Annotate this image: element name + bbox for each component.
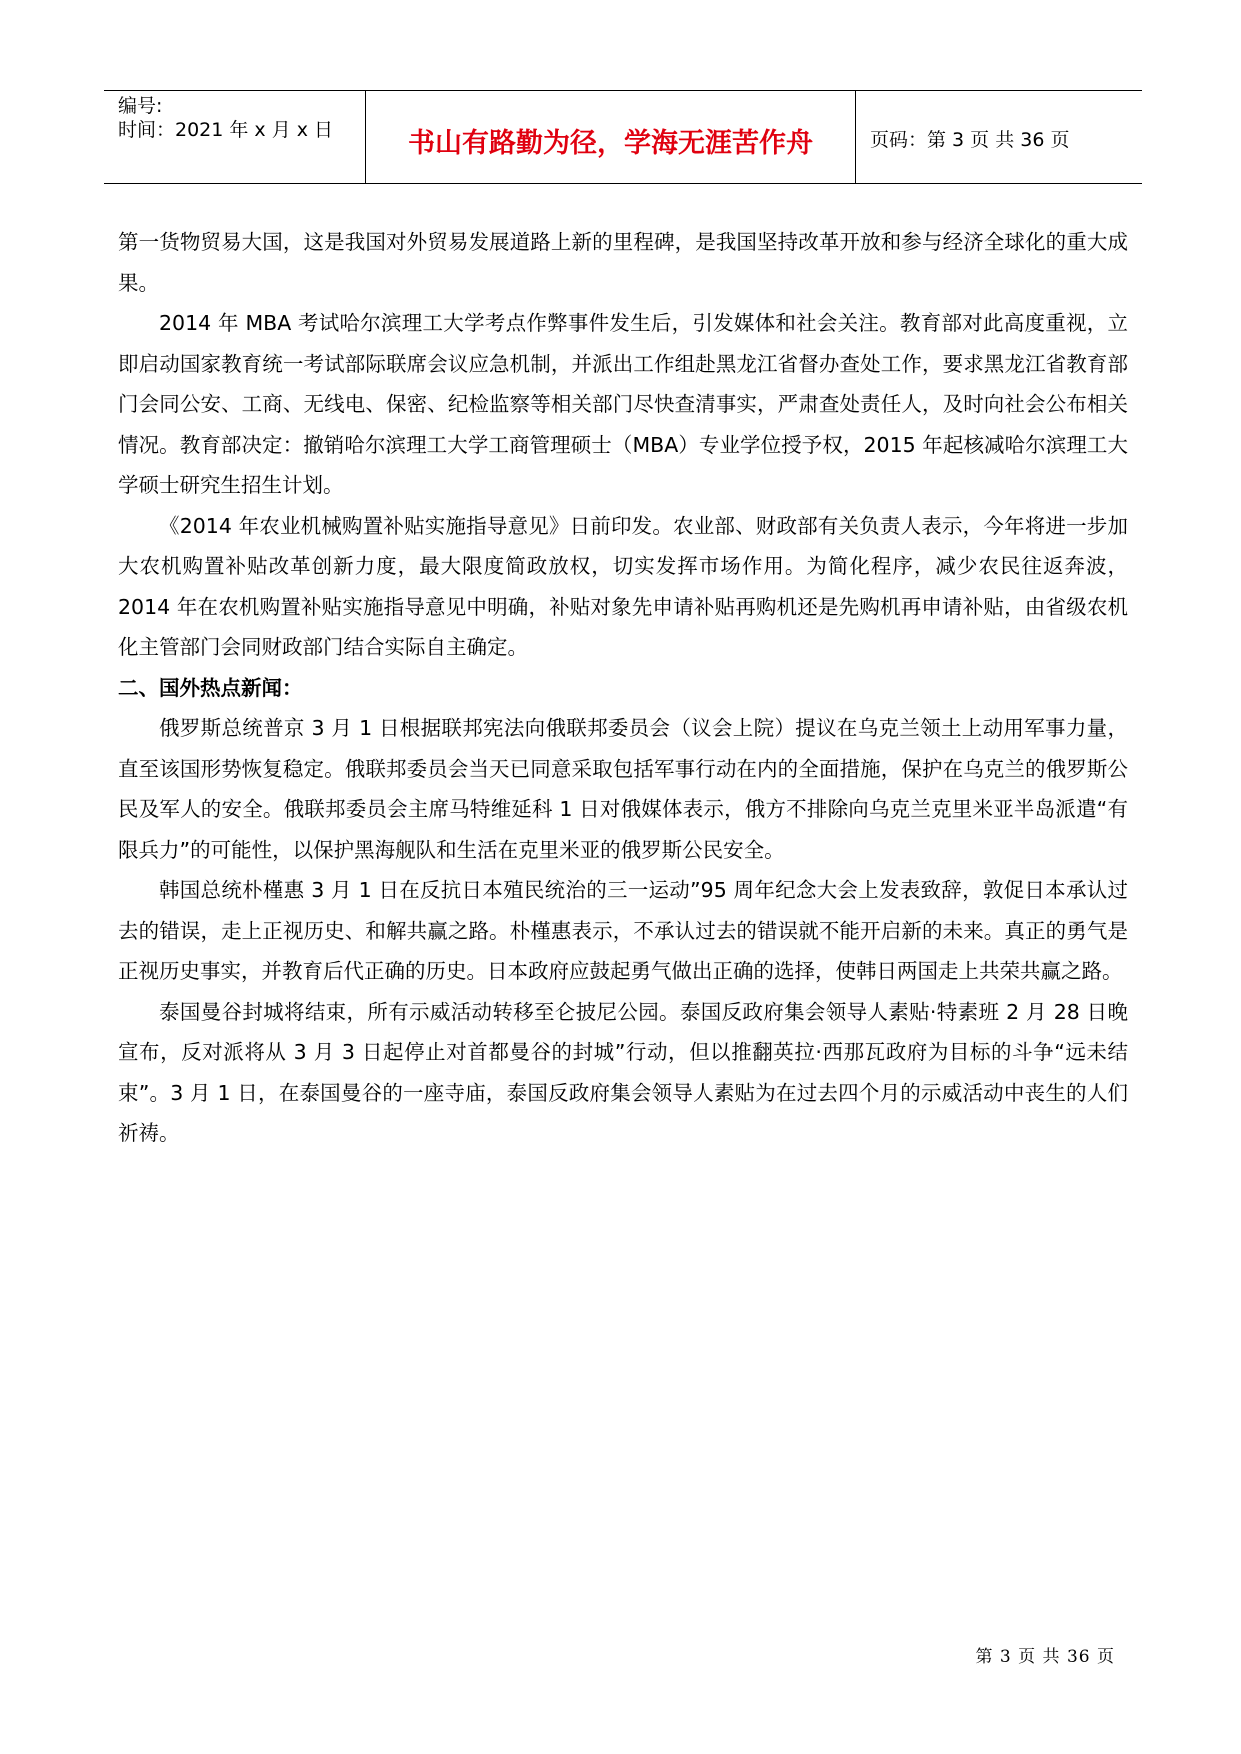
document-time-label: 时间：2021 年 x 月 x 日 — [118, 119, 334, 141]
page-footer: 第 3 页 共 36 页 — [975, 1647, 1115, 1667]
paragraph-thailand: 泰国曼谷封城将结束，所有示威活动转移至仑披尼公园。泰国反政府集会领导人素贴·特素班 2 月 28 日晚宣布，反对派将从 3 月 3 日起停止对首都曼谷的封城”行动，但以推翻英拉·西那瓦政府为目标的斗争“远未结束”。3 月 1 日，在泰国曼谷的一座寺庙，泰国反政府集会领导人素贴为在过去四个月的示威活动中丧生的人们祈祷。 — [118, 999, 1128, 1145]
document-body — [118, 222, 1128, 1154]
header-motto: 书山有路勤为径，学海无涯苦作舟 — [408, 128, 813, 159]
header-page-code: 页码：第 3 页 共 36 页 — [870, 129, 1070, 151]
header-motto-cell — [366, 91, 856, 183]
paragraph-korea: 韩国总统朴槿惠 3 月 1 日在反抗日本殖民统治的三一运动”95 周年纪念大会上发表致辞，敦促日本承认过去的错误，走上正视历史、和解共赢之路。朴槿惠表示，不承认过去的错误就不能开启新的未来。真正的勇气是正视历史事实，并教育后代正确的历史。日本政府应鼓起勇气做出正确的选择，使韩日两国走上共荣共赢之路。 — [118, 878, 1128, 983]
paragraph-mba-exam: 2014 年 MBA 考试哈尔滨理工大学考点作弊事件发生后，引发媒体和社会关注。教育部对此高度重视，立即启动国家教育统一考试部际联席会议应急机制，并派出工作组赴黑龙江省督办查处工作，要求黑龙江省教育部门会同公安、工商、无线电、保密、纪检监察等相关部门尽快查清事实，严肃查处责任人，及时向社会公布相关情况。教育部决定：撤销哈尔滨理工大学工商管理硕士（MBA）专业学位授予权，2015 年起核减哈尔滨理工大学硕士研究生招生计划。 — [118, 311, 1128, 497]
page-header — [104, 90, 1142, 184]
header-info-cell — [104, 91, 366, 183]
header-page-cell — [856, 91, 1142, 183]
paragraph-farm-machinery: 《2014 年农业机械购置补贴实施指导意见》日前印发。农业部、财政部有关负责人表示，今年将进一步加大农机购置补贴改革创新力度，最大限度简政放权，切实发挥市场作用。为简化程序，减少农民往返奔波，2014 年在农机购置补贴实施指导意见中明确，补贴对象先申请补贴再购机还是先购机再申请补贴，由省级农机化主管部门会同财政部门结合实际自主确定。 — [118, 513, 1128, 659]
paragraph-russia: 俄罗斯总统普京 3 月 1 日根据联邦宪法向俄联邦委员会（议会上院）提议在乌克兰领土上动用军事力量，直至该国形势恢复稳定。俄联邦委员会当天已同意采取包括军事行动在内的全面措施，保护在乌克兰的俄罗斯公民及军人的安全。俄联邦委员会主席马特维延科 1 日对俄媒体表示，俄方不排除向乌克兰克里米亚半岛派遣“有限兵力”的可能性，以保护黑海舰队和生活在克里米亚的俄罗斯公民安全。 — [118, 716, 1128, 862]
document-number-label: 编号: — [118, 95, 163, 117]
section-heading-foreign-news: 二、国外热点新闻： — [118, 675, 303, 700]
paragraph-continuation: 第一货物贸易大国，这是我国对外贸易发展道路上新的里程碑，是我国坚持改革开放和参与经济全球化的重大成果。 — [118, 230, 1128, 295]
